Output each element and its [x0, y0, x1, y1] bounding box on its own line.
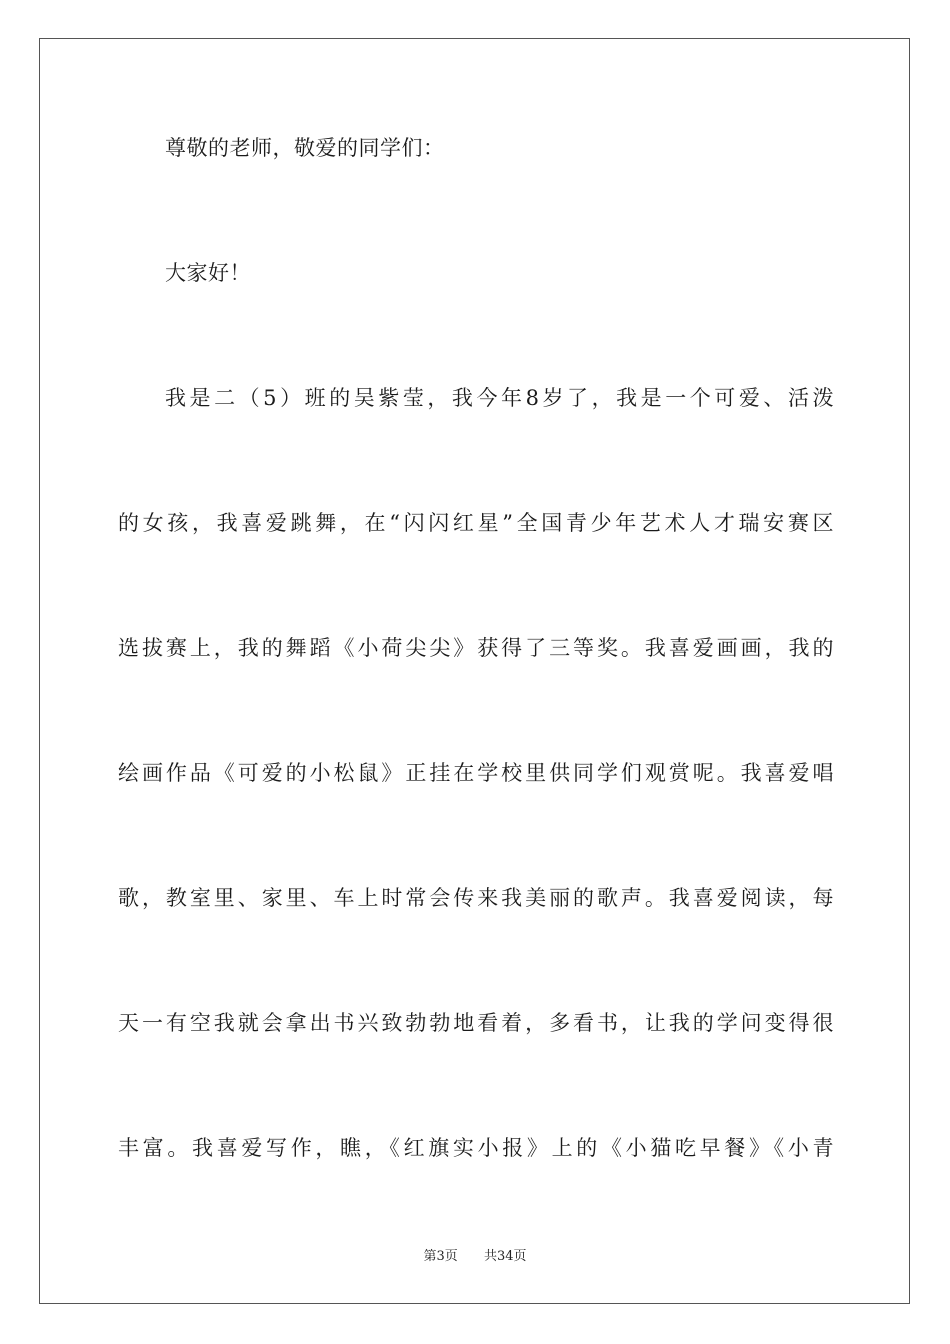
total-pages-label: 共34页 [484, 1249, 527, 1264]
body-line-1: 我是二（5）班的吴紫莹，我今年8岁了，我是一个可爱、活泼 [165, 386, 834, 410]
body-line-7: 丰富。我喜爱写作，瞧，《红旗实小报》上的《小猫吃早餐》《小青 [118, 1136, 834, 1160]
page-border [39, 38, 910, 1304]
body-line-6: 天一有空我就会拿出书兴致勃勃地看着，多看书，让我的学问变得很 [118, 1011, 834, 1035]
current-page-label: 第3页 [423, 1249, 458, 1264]
body-line-3: 选拔赛上，我的舞蹈《小荷尖尖》获得了三等奖。我喜爱画画，我的 [118, 636, 834, 660]
greeting-line: 大家好！ [165, 261, 251, 285]
body-line-2: 的女孩，我喜爱跳舞，在“闪闪红星”全国青少年艺术人才瑞安赛区 [118, 511, 834, 535]
salutation-line: 尊敬的老师，敬爱的同学们： [165, 136, 445, 160]
body-line-5: 歌，教室里、家里、车上时常会传来我美丽的歌声。我喜爱阅读，每 [118, 886, 834, 910]
body-line-4: 绘画作品《可爱的小松鼠》正挂在学校里供同学们观赏呢。我喜爱唱 [118, 761, 834, 785]
page-footer [0, 1248, 950, 1266]
